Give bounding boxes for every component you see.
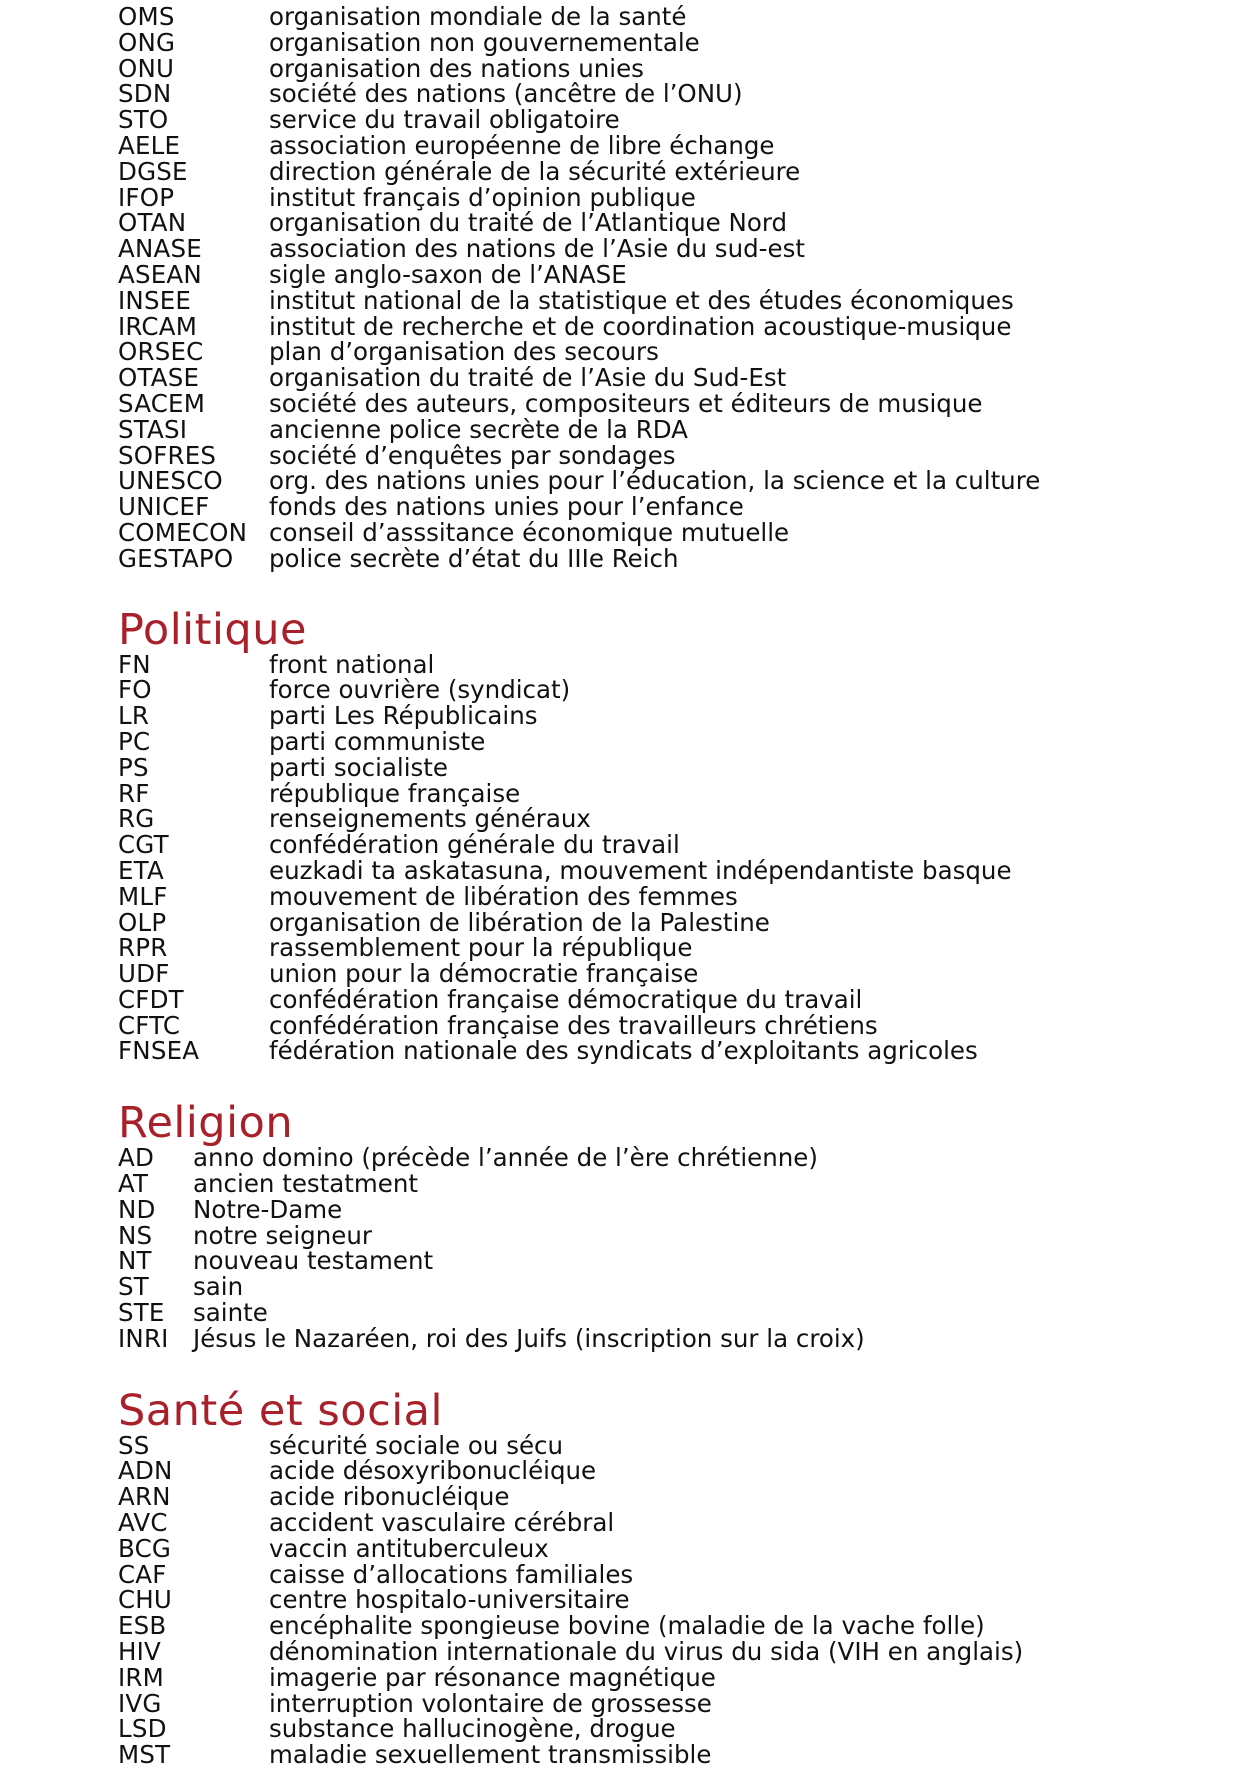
section-title-politique: Politique — [118, 604, 307, 655]
section-politique — [118, 604, 1218, 1066]
definition: centre hospitalo-universitaire — [269, 1585, 630, 1615]
abbreviation-row — [118, 855, 1218, 885]
definition: société des auteurs, compositeurs et éditeurs de musique — [269, 388, 983, 418]
abbreviation: AD — [118, 1143, 155, 1173]
definition: accident vasculaire cérébral — [269, 1508, 615, 1538]
abbreviation-row — [118, 935, 1218, 961]
abbreviation-row — [118, 388, 1218, 418]
abbreviation: LR — [118, 701, 150, 731]
definition: organisation de libération de la Palestine — [269, 907, 770, 937]
abbreviation-row — [118, 182, 1218, 212]
abbreviation: AELE — [118, 130, 181, 160]
definition: république française — [269, 778, 521, 808]
definition: Jésus le Nazaréen, roi des Juifs (inscription sur la croix) — [193, 1323, 865, 1353]
abbreviation: SS — [118, 1430, 150, 1460]
abbreviation: HIV — [118, 1637, 162, 1667]
definition: parti Les Républicains — [269, 701, 538, 731]
abbreviation: ETA — [118, 855, 164, 885]
abbreviation: ST — [118, 1272, 149, 1302]
definition: société des nations (ancêtre de l’ONU) — [269, 79, 743, 109]
abbreviation: UNESCO — [118, 466, 223, 496]
definition: institut de recherche et de coordination acoustique-musique — [269, 311, 1012, 341]
definition: organisation des nations unies — [269, 53, 644, 83]
abbreviation-row — [118, 752, 1218, 782]
abbreviation-row — [118, 1533, 1218, 1563]
definition: acide ribonucléique — [269, 1482, 510, 1512]
abbreviation: AT — [118, 1169, 149, 1199]
abbreviation-row — [118, 1742, 1218, 1768]
section-organisations — [118, 4, 1218, 572]
abbreviation: ND — [118, 1194, 156, 1224]
definition: euzkadi ta askatasuna, mouvement indépendantiste basque — [269, 855, 1012, 885]
definition: parti socialiste — [269, 752, 448, 782]
abbreviation-row — [118, 259, 1218, 289]
abbreviation-row — [118, 1662, 1218, 1692]
abbreviation: SACEM — [118, 388, 206, 418]
abbreviation: NT — [118, 1246, 152, 1276]
definition: société d’enquêtes par sondages — [269, 440, 676, 470]
abbreviation-row — [118, 130, 1218, 160]
definition: notre seigneur — [193, 1220, 372, 1250]
section-title-religion: Religion — [118, 1098, 294, 1149]
abbreviation-row — [118, 703, 1218, 729]
abbreviation: DGSE — [118, 156, 188, 186]
abbreviation-row — [118, 27, 1218, 57]
definition: fonds des nations unies pour l’enfance — [269, 492, 744, 522]
definition: conseil d’asssitance économique mutuelle — [269, 517, 790, 547]
abbreviation-row — [118, 677, 1218, 703]
definition: confédération française démocratique du travail — [269, 984, 863, 1014]
abbreviation: CGT — [118, 830, 169, 860]
abbreviation: GESTAPO — [118, 543, 234, 573]
abbreviation: PC — [118, 726, 151, 756]
definition: police secrète d’état du IIIe Reich — [269, 543, 679, 573]
abbreviation: ORSEC — [118, 337, 204, 367]
definition: interruption volontaire de grossesse — [269, 1688, 712, 1718]
abbreviation-row — [118, 210, 1218, 236]
abbreviation: STASI — [118, 414, 188, 444]
abbreviation-row — [118, 1274, 1218, 1300]
abbreviation-row — [118, 1171, 1218, 1197]
abbreviation: OLP — [118, 907, 167, 937]
abbreviation: SDN — [118, 79, 172, 109]
definition: organisation mondiale de la santé — [269, 2, 687, 31]
abbreviation-row — [118, 365, 1218, 391]
definition: mouvement de libération des femmes — [269, 881, 738, 911]
definition: confédération générale du travail — [269, 830, 680, 860]
definition: fédération nationale des syndicats d’exploitants agricoles — [269, 1036, 978, 1066]
definition: plan d’organisation des secours — [269, 337, 659, 367]
abbreviation: FNSEA — [118, 1036, 200, 1066]
definition: sécurité sociale ou sécu — [269, 1430, 564, 1460]
abbreviation-row — [118, 1716, 1218, 1742]
abbreviation-row — [118, 414, 1218, 444]
abbreviation: INSEE — [118, 285, 192, 315]
abbreviation: STE — [118, 1298, 165, 1328]
abbreviation-row — [118, 4, 1218, 30]
definition: union pour la démocratie française — [269, 959, 699, 989]
abbreviation-row — [118, 1559, 1218, 1589]
abbreviation-row — [118, 832, 1218, 858]
abbreviation-row — [118, 1613, 1218, 1639]
definition: acide désoxyribonucléique — [269, 1456, 597, 1486]
abbreviation-row — [118, 517, 1218, 547]
abbreviation-row — [118, 81, 1218, 107]
abbreviation-row — [118, 1639, 1218, 1665]
abbreviation-row — [118, 1010, 1218, 1040]
definition: anno domino (précède l’année de l’ère chrétienne) — [193, 1143, 818, 1173]
abbreviation: LSD — [118, 1714, 167, 1744]
abbreviation-row — [118, 285, 1218, 315]
abbreviation: IRM — [118, 1662, 164, 1692]
abbreviation-list — [118, 4, 1218, 572]
abbreviation: BCG — [118, 1533, 172, 1563]
abbreviation: ONU — [118, 53, 175, 83]
definition: association des nations de l’Asie du sud-est — [269, 234, 805, 264]
definition: renseignements généraux — [269, 804, 591, 834]
abbreviation: IFOP — [118, 182, 175, 212]
abbreviation-row — [118, 778, 1218, 808]
abbreviation-row — [118, 494, 1218, 520]
abbreviation-row — [118, 1688, 1218, 1718]
abbreviation: NS — [118, 1220, 153, 1250]
abbreviation-row — [118, 107, 1218, 133]
abbreviation: CFDT — [118, 984, 184, 1014]
abbreviation-row — [118, 1458, 1218, 1484]
abbreviation-row — [118, 1038, 1218, 1064]
definition: maladie sexuellement transmissible — [269, 1740, 712, 1769]
definition: ancien testatment — [193, 1169, 418, 1199]
definition: encéphalite spongieuse bovine (maladie de la vache folle) — [269, 1611, 985, 1641]
abbreviation-row — [118, 1300, 1218, 1326]
definition: rassemblement pour la république — [269, 933, 693, 963]
abbreviation-row — [118, 1484, 1218, 1510]
abbreviation: CHU — [118, 1585, 173, 1615]
definition: sigle anglo-saxon de l’ANASE — [269, 259, 627, 289]
abbreviation: IRCAM — [118, 311, 198, 341]
abbreviation: CFTC — [118, 1010, 181, 1040]
abbreviation: CAF — [118, 1559, 167, 1589]
abbreviation: MST — [118, 1740, 171, 1769]
abbreviation: ONG — [118, 27, 176, 57]
abbreviation: RPR — [118, 933, 168, 963]
abbreviation-row — [118, 907, 1218, 937]
definition: organisation non gouvernementale — [269, 27, 700, 57]
section-title-sante: Santé et social — [118, 1385, 443, 1436]
abbreviation: COMECON — [118, 517, 248, 547]
definition: parti communiste — [269, 726, 486, 756]
abbreviation: PS — [118, 752, 149, 782]
abbreviation-row — [118, 1323, 1218, 1353]
abbreviation: UDF — [118, 959, 170, 989]
abbreviation: ADN — [118, 1456, 173, 1486]
definition: nouveau testament — [193, 1246, 434, 1276]
abbreviation: ASEAN — [118, 259, 202, 289]
abbreviation-row — [118, 881, 1218, 911]
definition: organisation du traité de l’Asie du Sud-Est — [269, 363, 787, 393]
definition: institut français d’opinion publique — [269, 182, 696, 212]
abbreviation-row — [118, 726, 1218, 756]
definition: organisation du traité de l’Atlantique Nord — [269, 208, 788, 238]
section-sante-et-social — [118, 1385, 1218, 1769]
abbreviation-row — [118, 1430, 1218, 1460]
abbreviation-row — [118, 339, 1218, 365]
definition: imagerie par résonance magnétique — [269, 1662, 716, 1692]
definition: ancienne police secrète de la RDA — [269, 414, 688, 444]
definition: force ouvrière (syndicat) — [269, 675, 571, 705]
definition: substance hallucinogène, drogue — [269, 1714, 676, 1744]
abbreviation: INRI — [118, 1323, 169, 1353]
abbreviation-list — [118, 1430, 1218, 1769]
abbreviation: ARN — [118, 1482, 171, 1512]
abbreviation: ESB — [118, 1611, 167, 1641]
abbreviation-row — [118, 1194, 1218, 1224]
definition: direction générale de la sécurité extérieure — [269, 156, 801, 186]
abbreviation-row — [118, 156, 1218, 186]
abbreviation: STO — [118, 105, 169, 135]
abbreviation: FN — [118, 649, 151, 679]
abbreviation: SOFRES — [118, 440, 217, 470]
abbreviation: ANASE — [118, 234, 202, 264]
abbreviation-list — [118, 1145, 1218, 1351]
abbreviation: MLF — [118, 881, 168, 911]
document-page — [118, 4, 1218, 1768]
abbreviation: AVC — [118, 1508, 168, 1538]
abbreviation-row — [118, 961, 1218, 987]
abbreviation: OTASE — [118, 363, 200, 393]
abbreviation-row — [118, 1220, 1218, 1250]
abbreviation: OMS — [118, 2, 175, 31]
definition: vaccin antituberculeux — [269, 1533, 549, 1563]
definition: front national — [269, 649, 435, 679]
definition: association européenne de libre échange — [269, 130, 775, 160]
abbreviation-row — [118, 806, 1218, 832]
abbreviation: UNICEF — [118, 492, 210, 522]
abbreviation: IVG — [118, 1688, 162, 1718]
definition: caisse d’allocations familiales — [269, 1559, 634, 1589]
abbreviation-row — [118, 1510, 1218, 1536]
abbreviation: RG — [118, 804, 155, 834]
definition: institut national de la statistique et des études économiques — [269, 285, 1014, 315]
abbreviation-row — [118, 543, 1218, 573]
definition: sain — [193, 1272, 244, 1302]
abbreviation-row — [118, 236, 1218, 262]
abbreviation-row — [118, 1145, 1218, 1171]
abbreviation-list — [118, 649, 1218, 1066]
definition: confédération française des travailleurs chrétiens — [269, 1010, 878, 1040]
definition: org. des nations unies pour l’éducation, la science et la culture — [269, 466, 1041, 496]
definition: service du travail obligatoire — [269, 105, 620, 135]
abbreviation-row — [118, 649, 1218, 679]
definition: dénomination internationale du virus du sida (VIH en anglais) — [269, 1637, 1024, 1667]
abbreviation-row — [118, 53, 1218, 83]
definition: Notre-Dame — [193, 1194, 343, 1224]
abbreviation-row — [118, 984, 1218, 1014]
section-religion — [118, 1098, 1218, 1353]
abbreviation-row — [118, 440, 1218, 470]
abbreviation-row — [118, 468, 1218, 494]
abbreviation-row — [118, 1587, 1218, 1613]
abbreviation: FO — [118, 675, 152, 705]
definition: sainte — [193, 1298, 268, 1328]
abbreviation: RF — [118, 778, 150, 808]
abbreviation-row — [118, 311, 1218, 341]
abbreviation-row — [118, 1248, 1218, 1274]
abbreviation: OTAN — [118, 208, 187, 238]
